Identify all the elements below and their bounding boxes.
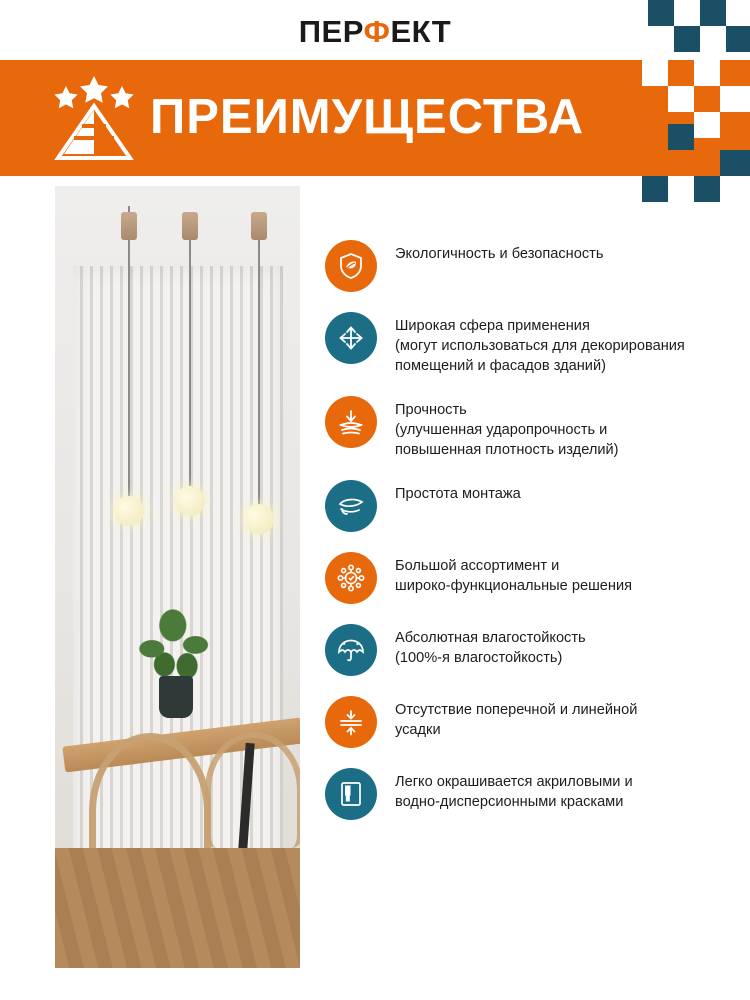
assortment-network-icon (325, 552, 377, 604)
brand-accent-letter: Ф (363, 14, 391, 49)
list-item-text (395, 768, 633, 812)
advantages-banner (0, 60, 750, 176)
list-item-text (395, 480, 521, 504)
lamp-globe-3 (244, 504, 274, 534)
umbrella-water-resistant-icon (325, 624, 377, 676)
lamp-cap-3 (251, 212, 267, 240)
list-item (325, 396, 725, 460)
list-item (325, 768, 725, 820)
eco-leaf-shield-icon (325, 240, 377, 292)
brand-text-before: ПЕР (298, 14, 364, 49)
impact-strength-arrow-icon (325, 396, 377, 448)
lamp-cord-2 (189, 240, 191, 490)
list-item (325, 696, 725, 748)
lamp-cap-1 (121, 212, 137, 240)
list-item (325, 624, 725, 676)
checker-decoration-below-banner (570, 176, 750, 228)
lamp-globe-2 (175, 486, 205, 516)
list-item-text (395, 696, 637, 740)
chair-back (205, 732, 300, 848)
list-item-line3: помещений и фасадов зданий) (395, 358, 606, 374)
list-item-line2: водно-дисперсионными красками (395, 794, 624, 810)
list-item-line1: Легко окрашивается акриловыми и (395, 774, 633, 790)
list-item-line1: Простота монтажа (395, 486, 521, 502)
plant-foliage (135, 602, 219, 680)
list-item-line1: Большой ассортимент и (395, 558, 560, 574)
list-item-text (395, 624, 586, 668)
list-item-text (395, 552, 632, 596)
page-header (0, 0, 750, 60)
list-item-line1: Прочность (395, 402, 467, 418)
list-item (325, 240, 725, 292)
page-title: ПРЕИМУЩЕСТВА (150, 90, 585, 144)
list-item-line1: Абсолютная влагостойкость (395, 630, 586, 646)
list-item (325, 480, 725, 532)
list-item-text (395, 312, 685, 376)
lamp-cap-2 (182, 212, 198, 240)
no-shrinkage-arrows-icon (325, 696, 377, 748)
lamp-cord-1 (128, 240, 130, 500)
easy-install-hand-panel-icon (325, 480, 377, 532)
list-item-line2: широко-функциональные решения (395, 578, 633, 594)
list-item-line2: (улучшенная ударопрочность и (395, 422, 608, 438)
list-item-text (395, 396, 619, 460)
pyramid-stars-logo-icon (44, 76, 144, 162)
list-item-line2: (100%-я влагостойкость) (395, 650, 563, 666)
wooden-floor (55, 848, 300, 968)
list-item-line2: (могут использоваться для декорирования (395, 338, 685, 354)
lamp-cord-3 (258, 240, 260, 508)
paint-brush-icon (325, 768, 377, 820)
list-item (325, 312, 725, 376)
list-item-line1: Экологичность и безопасность (395, 246, 604, 262)
four-arrows-expand-icon (325, 312, 377, 364)
checker-decoration-top-right (600, 0, 750, 60)
list-item-line3: повышенная плотность изделий) (395, 442, 619, 458)
lamp-globe-1 (114, 496, 144, 526)
list-item-line1: Отсутствие поперечной и линейной (395, 702, 638, 718)
advantages-list (325, 240, 725, 840)
list-item-text (395, 240, 603, 264)
plant-vase (159, 676, 193, 718)
list-item (325, 552, 725, 604)
list-item-line2: усадки (395, 722, 441, 738)
list-item-line1: Широкая сфера применения (395, 318, 590, 334)
interior-photo (55, 186, 300, 968)
brand-text-after: ЕКТ (390, 14, 452, 49)
